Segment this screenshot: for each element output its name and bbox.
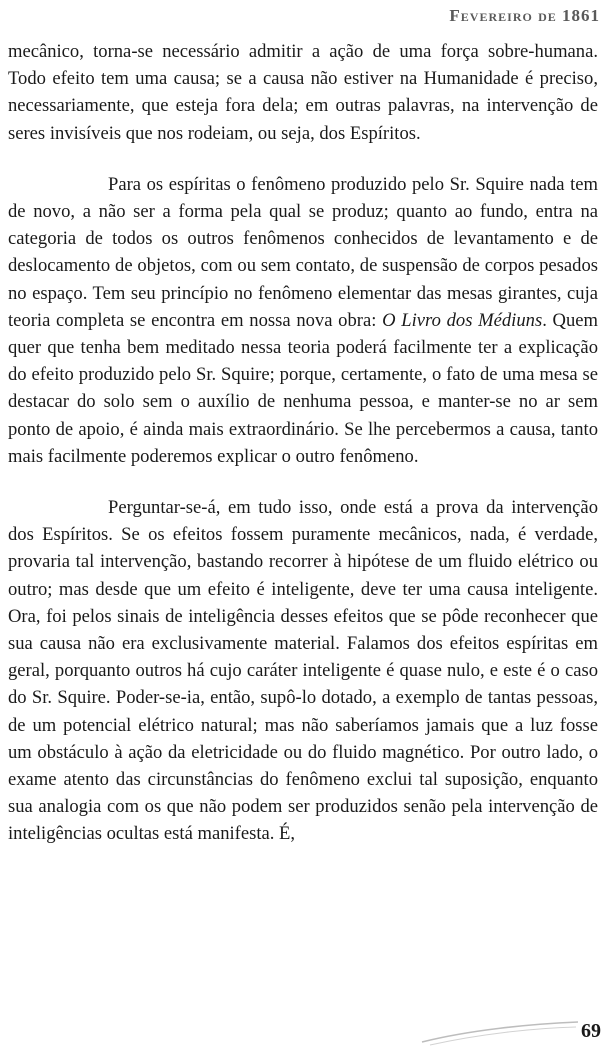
page-number: 69 [581, 1020, 601, 1042]
paragraph-2 [8, 171, 598, 470]
paragraph-1: mecânico, torna-se necessário admitir a ação de uma força sobre-humana. Todo efeito tem uma causa; se a causa não estiver na Humanidade é preciso, necessariamente, que esteja fora dela; em outras palavras, na intervenção de seres invisíveis que nos rodeiam, ou seja, dos Espíritos. [8, 41, 598, 144]
running-header: Fevereiro de 1861 [449, 6, 600, 25]
footer-swoosh-ornament [420, 1016, 580, 1048]
book-title-italic: O Livro dos Médiuns [382, 309, 543, 331]
page-body [8, 38, 598, 848]
paragraph-2-text-after: . Quem quer que tenha bem meditado nessa teoria poderá facilmente ter a explicação do efeito produzido pelo Sr. Squire; porque, certamente, o fato de uma mesa se destacar do solo sem o auxílio de nenhuma pessoa, e manter-se no ar sem ponto de apoio, é ainda mais extraordinário. Se lhe percebermos a causa, tanto mais facilmente poderemos explicar o outro fenômeno. [8, 309, 598, 467]
paragraph-2-text-before: Para os espíritas o fenômeno produzido pelo Sr. Squire nada tem de novo, a não ser a forma pela qual se produz; quanto ao fundo, entra na categoria de todos os outros fenômenos conhecidos de levantamento e de deslocamento de objetos, com ou sem contato, de suspensão de corpos pesados no espaço. Tem seu princípio no fenômeno elementar das mesas girantes, cuja teoria completa se encontra em nossa nova obra: [8, 173, 598, 331]
paragraph-3: Perguntar-se-á, em tudo isso, onde está a prova da intervenção dos Espíritos. Se os efeitos fossem puramente mecânicos, nada, é verdade, provaria tal intervenção, bastando recorrer à hipótese de um fluido elétrico ou outro; mas desde que um efeito é inteligente, deve ter uma causa inteligente. Ora, foi pelos sinais de inteligência desses efeitos que se pôde reconhecer que sua causa não era exclusivamente material. Falamos dos efeitos espíritas em geral, porquanto outros há cujo caráter inteligente é quase nulo, e este é o caso do Sr. Squire. Poder-se-ia, então, supô-lo dotado, a exemplo de tantas pessoas, de um potencial elétrico natural; mas não saberíamos jamais que a luz fosse um obstáculo à ação da eletricidade ou do fluido magnético. Por outro lado, o exame atento das circunstâncias do fenômeno exclui tal suposição, enquanto sua analogia com os que não podem ser produzidos senão pela intervenção de inteligências ocultas está manifesta. É, [8, 497, 598, 845]
